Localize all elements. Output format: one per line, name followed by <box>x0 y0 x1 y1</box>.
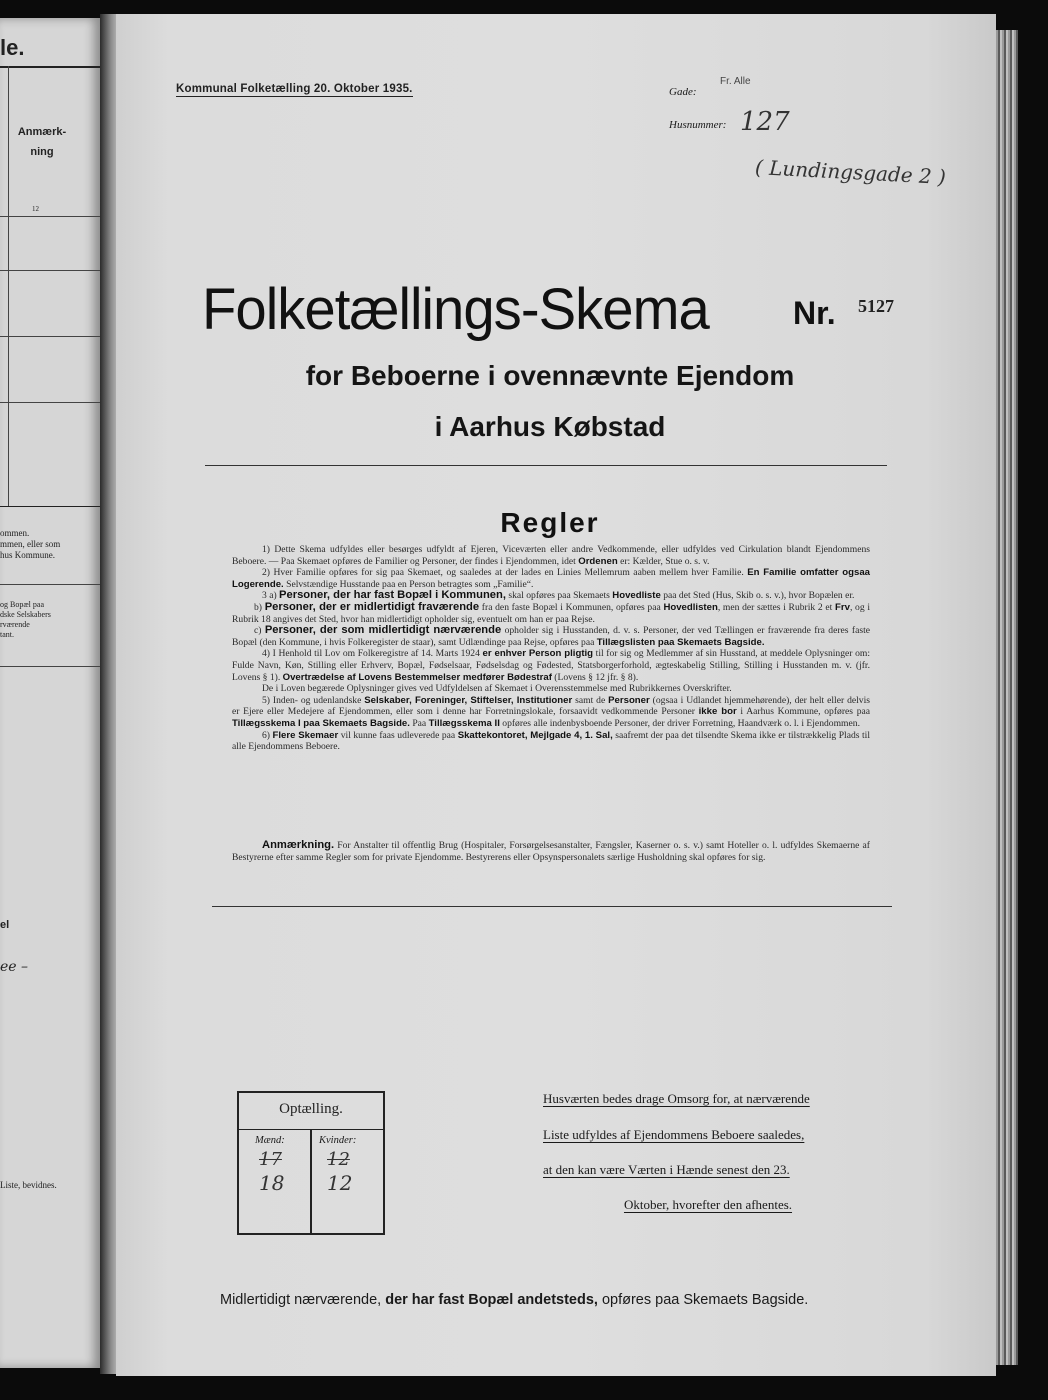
women-count: 12 <box>327 1171 353 1195</box>
count-box <box>237 1091 385 1235</box>
count-box-divider <box>310 1129 312 1233</box>
handwritten-street-note: ( Lundingsgade 2 ) <box>754 155 947 189</box>
remark-text: For Anstalter til offentlig Brug (Hospitaler, Forsørgelsesanstalter, Fængsler, Kaserner o. s. v.) samt Hoteller o. l. udfyldes Skemaerne af Bestyrerne efter samme Regler som for private Ejendomme. Bestyrerens eller Opsynspersonalets særlige Husholdning skal opføres for sig. <box>232 840 870 863</box>
rule-4-note: De i Loven begærede Oplysninger gives ved Udfyldelsen af Skemaet i Overensstemmelse med Rubrikkernes Overskrifter. <box>262 683 732 695</box>
left-page-rule <box>0 666 100 667</box>
title-divider <box>205 465 887 466</box>
rule-2: 2) Hver Familie opføres for sig paa Skemaet, og saaledes at der lades en Linies Mellemrum aaben mellem hver Familie. En Familie omfatter ogsaa Logerende. Selvstændige Husstande paa en Person betragtes som „Familie“. <box>232 567 871 590</box>
left-page-column-line <box>8 66 9 216</box>
notice-line-2: Liste udfyldes af Ejendommens Beboere saaledes, <box>543 1127 805 1142</box>
rule-3c: c) Personer, der som midlertidigt nærværende opholder sig i Husstanden, d. v. s. Personer, der ved Tællingen er fraværende fra deres faste Bopæl (den Kommune, i hvis Folkeregister de staar), samt Udlændinge paa Rejse, opføres paa Tillægslisten paa Skemaets Bagside. <box>232 624 871 648</box>
men-label: Mænd: <box>255 1135 285 1146</box>
left-page-text: el <box>0 919 10 931</box>
street-label: Gade: <box>669 86 697 98</box>
left-page-rule <box>0 402 100 403</box>
left-page-text: og Bopæl paa dske Selskabers rværende tant. <box>0 600 51 639</box>
men-count: 18 <box>259 1171 285 1195</box>
notice-line-3: at den kan være Værten i Hænde senest den 23. <box>543 1162 790 1177</box>
left-page-handwriting: ee – <box>0 959 29 975</box>
left-page-heading-fragment: le. <box>0 35 25 60</box>
previous-page-fragment <box>0 18 100 1368</box>
count-box-title: Optælling. <box>279 1101 343 1117</box>
men-count-crossed: 17 <box>259 1149 282 1170</box>
rules-text <box>232 544 870 753</box>
rule-3a: 3 a) Personer, der har fast Bopæl i Kommunen, skal opføres paa Skemaets Hovedliste paa det Sted (Hus, Skib o. s. v.), hvor Bopælen er. <box>262 589 855 602</box>
left-page-text: ommen. mmen, eller som hus Kommune. <box>0 528 61 560</box>
house-number-value: 127 <box>740 107 790 137</box>
left-page-rule <box>0 506 100 507</box>
form-title: Folketællings-Skema <box>202 277 709 342</box>
left-page-rule <box>0 270 100 271</box>
women-count-crossed: 12 <box>327 1149 350 1170</box>
rule-4: 4) I Henhold til Lov om Folkeregistre af 14. Marts 1924 er enhver Person pligtig til for sig og Medlemmer af sin Husstand, at meddele Oplysninger om: Fulde Navn, Køn, Stilling eller Erhverv, Bopæl, Fødselsaar, Fødselsdag og Fødested, Statsborgerforhold, ægteskabelig Stilling, Stilling i Husstanden m. v. (jfr. Lovens § 1). Overtrædelse af Lovens Bestemmelser medfører Bødestraf (Lovens § 12 jfr. § 8). <box>232 648 871 683</box>
left-page-column-line <box>8 216 9 506</box>
census-title: Kommunal Folketælling 20. Oktober 1935. <box>176 83 413 95</box>
rule-6: 6) Flere Skemaer vil kunne faas udleverede paa Skattekontoret, Mejlgade 4, 1. Sal, saafremt der paa det tilsendte Skema ikke er tilstrækkelig Plads til alle Ejendommens Beboere. <box>232 729 870 753</box>
remark-label: Anmærkning. <box>262 839 335 851</box>
notice-line-4: Oktober, hvorefter den afhentes. <box>623 1197 793 1212</box>
left-page-rule <box>0 584 100 585</box>
rules-heading: Regler <box>500 507 600 538</box>
women-label: Kvinder: <box>319 1135 357 1146</box>
page-stack-edge <box>996 30 1018 1365</box>
footer-note: Midlertidigt nærværende, der har fast Bopæl andetsteds, opføres paa Skemaets Bagside. <box>220 1292 809 1308</box>
street-value: Fr. Alle <box>720 76 751 87</box>
form-subtitle: for Beboerne i ovennævnte Ejendom <box>305 360 795 391</box>
remark-paragraph <box>232 840 870 863</box>
left-page-column-header: Anmærk- ning <box>17 126 67 158</box>
left-page-text: Liste, bevidnes. <box>0 1180 57 1190</box>
notice-line-1: Husværten bedes drage Omsorg for, at nærværende <box>543 1091 810 1106</box>
rules-divider <box>212 906 892 907</box>
form-subtitle-city: i Aarhus Købstad <box>434 411 666 442</box>
rule-3b: b) Personer, der er midlertidigt fraværende fra den faste Bopæl i Kommunen, opføres paa Hovedlisten, men der sættes i Rubrik 2 et Frv, og i Rubrik 18 angives det Sted, hvor han midlertidigt opholder sig, eventuelt om han er paa Rejse. <box>232 600 870 625</box>
house-number-label: Husnummer: <box>669 119 727 131</box>
form-number-label: Nr. <box>793 295 836 331</box>
form-number-value: 5127 <box>858 296 894 316</box>
left-page-rule <box>0 336 100 337</box>
rule-5: 5) Inden- og udenlandske Selskaber, Foreninger, Stiftelser, Institutioner samt de Personer (ogsaa i Udlandet hjemmehørende), der helt eller delvis er Ejere eller Medejere af Ejendommen, eller som i denne har Forretningslokale, forsaavidt vedkommende Personer ikke bor i Aarhus Kommune, opføres paa Tillægsskema I paa Skemaets Bagside. Paa Tillægsskema II opføres alle indenbysboende Personer, der driver Forretning, Haandværk o. l. i Ejendommen. <box>232 694 871 729</box>
rule-1: 1) Dette Skema udfyldes eller besørges udfyldt af Ejeren, Viceværten eller andre Vedkommende, eller udfyldes ved Cirkulation blandt Ejendommens Beboere. — Paa Skemaet opføres de Familier og Personer, der findes i Ejendommen, idet Ordenen er: Kælder, Stue o. s. v. <box>232 544 870 567</box>
left-page-column-number: 12 <box>32 205 39 213</box>
left-page-rule <box>0 216 100 217</box>
left-page-rule <box>0 66 100 68</box>
